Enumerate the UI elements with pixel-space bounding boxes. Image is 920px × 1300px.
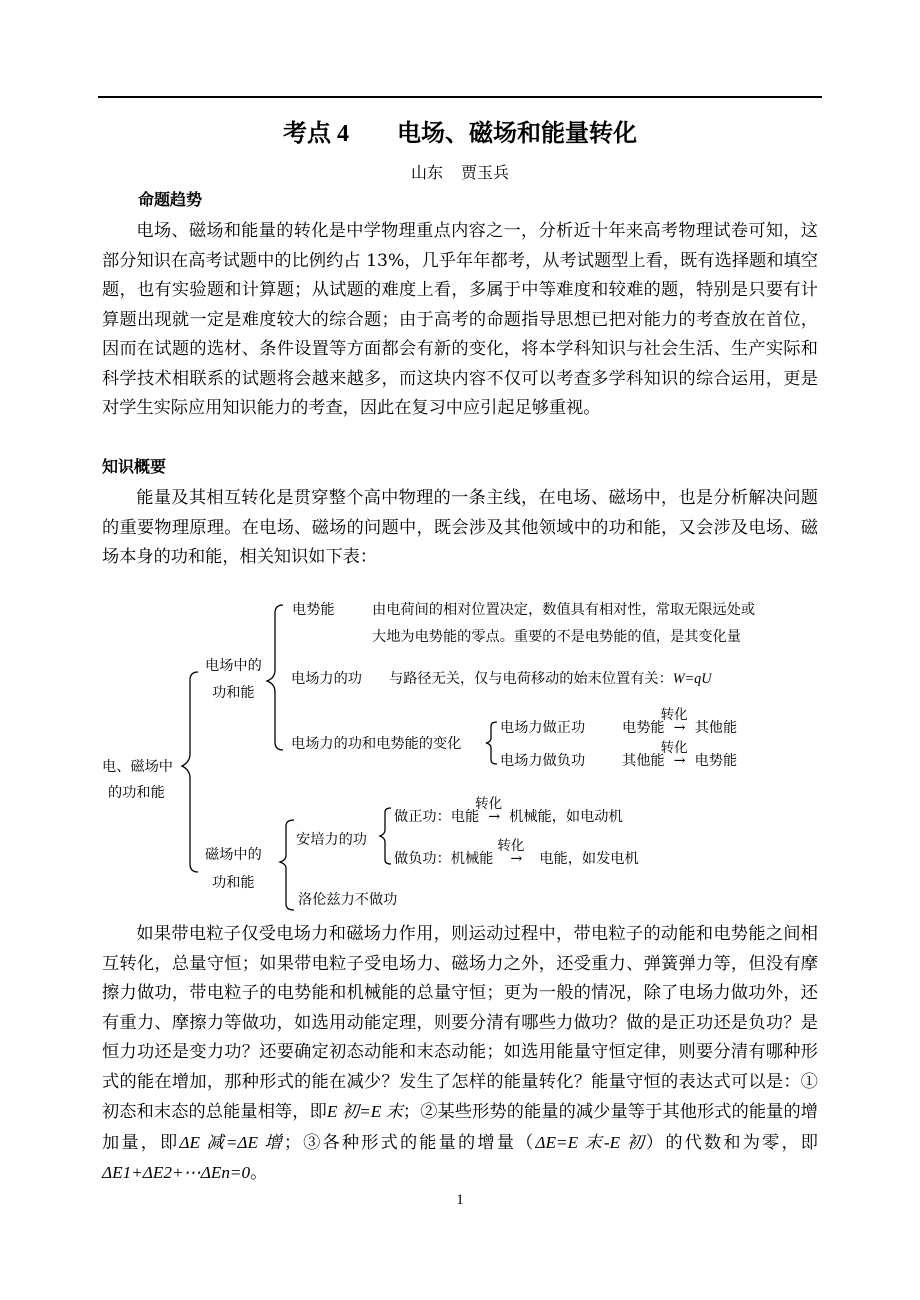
potential-energy-label: 电势能 [292,602,335,618]
convert-arrow: 转化 → [475,796,503,825]
ampere-brace [380,808,391,864]
page-number: 1 [456,1192,464,1208]
convert-arrow: 转化 → [660,740,688,769]
lorentz-label: 洛伦兹力不做功 [298,892,398,908]
root-label-line2: 的功和能 [108,785,165,801]
electric-label-line2: 功和能 [212,685,255,701]
positive-work-conversion: 电势能 转化 → 其他能 [622,707,738,736]
potential-desc-line1: 由电荷间的相对位置决定，数值具有相对性，常取无限远处或 [372,602,756,618]
section-heading-trend: 命题趋势 [138,190,203,209]
negative-work-label: 电场力做负功 [500,753,586,769]
field-work-formula: W=qU [672,671,712,687]
potential-desc-line2: 大地为电势能的零点。重要的不是电势能的值，是其变化量 [372,629,741,645]
formula-total-energy: E 初=E 末 [326,1102,403,1121]
convert-arrow: 转化 → [660,707,688,736]
ampere-negative: 做负功：机械能 转化 → 电能，如发电机 [394,838,639,867]
field-work-desc: 与路径无关，仅与电荷移动的始末位置有关：W=qU [389,671,712,687]
author-name: 贾玉兵 [461,163,510,182]
formula-delta-e: ΔE=E 末-E 初 [535,1132,646,1152]
overview-paragraph: 能量及其相互转化是贯穿整个高中物理的一条主线，在电场、磁场中，也是分析解决问题的重要物理原理。在电场、磁场的问题中，既会涉及其他领域中的功和能，又会涉及电场、磁场本身的功和能，相关知识如下表： [102,488,818,567]
magnetic-brace [280,820,294,910]
positive-work-label: 电场力做正功 [500,720,586,736]
negative-work-conversion: 其他能 转化 → 电势能 [622,740,738,769]
author-region: 山东 [410,163,443,182]
ampere-positive: 做正功：电能 转化 → 机械能，如电动机 [394,796,623,825]
electric-label-line1: 电场中的 [205,658,262,674]
trend-paragraph: 电场、磁场和能量的转化是中学物理重点内容之一，分析近十年来高考物理试卷可知，这部分知识在高考试题中的比例约占 13%，几乎年年都考，从考试题型上看，既有选择题和填空题，也有实验题和计算题；从试题的难度上看，多属于中等难度和较难的题，特别是只要有计算题出现就一定是难度较大的综合题；由于高考的命题指导思想已把对能力的考查放在首位，因而在试题的选材、条件设置等方面都会有新的变化，将本学科知识与社会生活、生产实际和科学技术相联系的试题将会越来越多，而这块内容不仅可以考查多学科知识的综合运用，更是对学生实际应用知识能力的考查，因此在复习中应引起足够重视。 [102,221,818,418]
work-change-brace [486,722,497,764]
magnetic-label-line2: 功和能 [212,875,255,891]
convert-arrow: 转化 → [497,838,525,867]
magnetic-label-line1: 磁场中的 [205,847,262,863]
root-label-line1: 电、磁场中 [102,759,173,775]
energy-conservation-paragraph: 如果带电粒子仅受电场力和磁场力作用，则运动过程中，带电粒子的动能和电势能之间相互转化，总量守恒；如果带电粒子受电场力、磁场力之外，还受重力、弹簧弹力等，但没有摩擦力做功，带电粒子的电势能和机械能的总量守恒；更为一般的情况，除了电场力做功外，还有重力、摩擦力等做功，如选用动能定理，则要分清有哪些力做功？做的是正功还是负功？是恒力功还是变力功？还要确定初态动能和末态动能；如选用能量守恒定律，则要分清有哪种形式的能在增加，那种形式的能在减少？发生了怎样的能量转化？能量守恒的表达式可以是：①初态和末态的总能量相等，即E 初=E 末；②某些形势的能量的减少量等于其他形式的能量的增加量，即ΔE 减=ΔE 增；③各种形式的能量的增量（ΔE=E 末-E 初）的代数和为零，即ΔE1+ΔE2+⋯ΔEn=0。 [102,924,818,1183]
page-title: 考点 4 电场、磁场和能量转化 [283,119,637,147]
formula-sum-zero: ΔE1+ΔE2+⋯ΔEn=0 [102,1163,251,1182]
ampere-work-label: 安培力的功 [296,832,367,848]
root-brace [182,672,198,872]
work-change-label: 电场力的功和电势能的变化 [291,736,462,752]
electric-brace [267,605,283,750]
field-work-label: 电场力的功 [291,671,362,687]
formula-decrease-increase: ΔE 减=ΔE 增 [179,1132,284,1152]
section-heading-overview: 知识概要 [102,457,167,476]
